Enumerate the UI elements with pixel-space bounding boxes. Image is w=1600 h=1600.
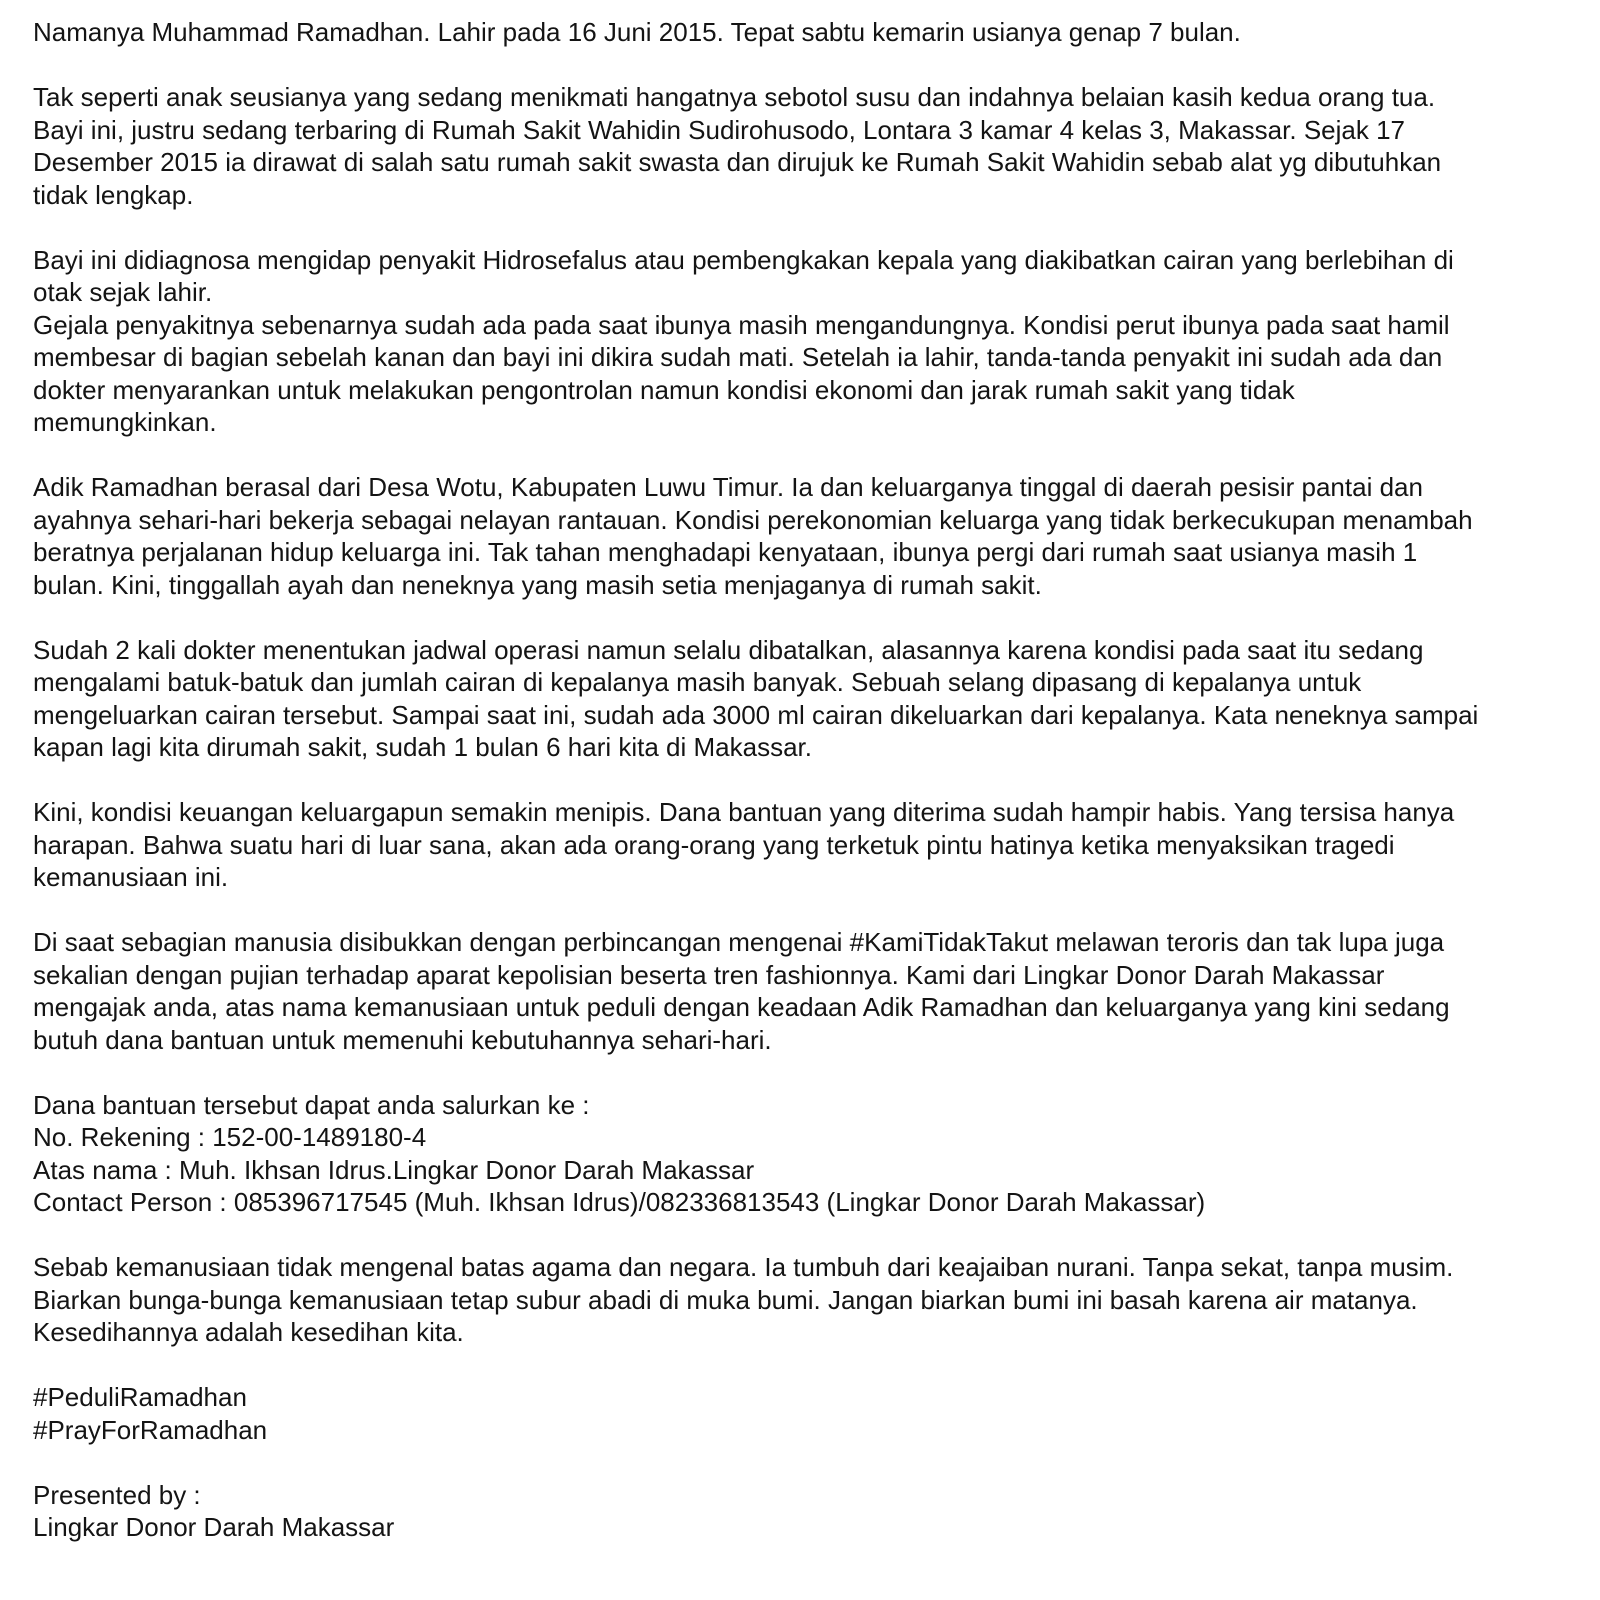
text-line: Kini, kondisi keuangan keluargapun semakin menipis. Dana bantuan yang diterima sudah hampir habis. Yang tersisa hanya	[33, 797, 1455, 827]
paragraph-hospital	[33, 81, 1578, 211]
text-line: Adik Ramadhan berasal dari Desa Wotu, Kabupaten Luwu Timur. Ia dan keluarganya tinggal di daerah pesisir pantai dan	[33, 472, 1423, 502]
text-line: Desember 2015 ia dirawat di salah satu rumah sakit swasta dan dirujuk ke Rumah Sakit Wahidin sebab alat yg dibutuhkan	[33, 147, 1442, 177]
text-line: Biarkan bunga-bunga kemanusiaan tetap subur abadi di muka bumi. Jangan biarkan bumi ini basah karena air matanya.	[33, 1284, 1418, 1315]
account-name: Atas nama : Muh. Ikhsan Idrus.Lingkar Donor Darah Makassar	[33, 1154, 755, 1185]
organization-name: Lingkar Donor Darah Makassar	[33, 1512, 395, 1542]
text-line: Tak seperti anak seusianya yang sedang menikmati hangatnya sebotol susu dan indahnya belaian kasih kedua orang tua.	[33, 82, 1436, 112]
presented-by-label: Presented by :	[33, 1479, 201, 1510]
text-line: kemanusiaan ini.	[33, 862, 229, 892]
text-line: butuh dana bantuan untuk memenuhi kebutuhannya sehari-hari.	[33, 1024, 772, 1055]
paragraph-appeal	[33, 926, 1578, 1056]
text-line: Kesedihannya adalah kesedihan kita.	[33, 1317, 464, 1347]
text-line: Gejala penyakitnya sebenarnya sudah ada pada saat ibunya masih mengandungnya. Kondisi perut ibunya pada saat hamil	[33, 309, 1450, 340]
text-line: mengalami batuk-batuk dan jumlah cairan di kepalanya masih banyak. Sebuah selang dipasang di kepalanya untuk	[33, 667, 1362, 697]
text-line: tidak lengkap.	[33, 179, 194, 210]
text-line: dokter menyarankan untuk melakukan pengontrolan namun kondisi ekonomi dan jarak rumah sakit yang tidak	[33, 374, 1295, 405]
paragraph-operation	[33, 634, 1578, 764]
paragraph-signature	[33, 1479, 1578, 1544]
donation-intro: Dana bantuan tersebut dapat anda salurkan ke :	[33, 1089, 590, 1120]
text-line: sekalian dengan pujian terhadap aparat kepolisian beserta tren fashionnya. Kami dari Lingkar Donor Darah Makassar	[33, 959, 1385, 990]
contact-person: Contact Person : 085396717545 (Muh. Ikhsan Idrus)/082336813543 (Lingkar Donor Darah Makassar)	[33, 1187, 1206, 1217]
text-line: membesar di bagian sebelah kanan dan bayi ini dikira sudah mati. Setelah ia lahir, tanda-tanda penyakit ini sudah ada dan	[33, 342, 1443, 372]
text-line: beratnya perjalanan hidup keluarga ini. Tak tahan menghadapi kenyataan, ibunya pergi dari rumah saat usianya masih 1	[33, 537, 1418, 567]
text-line: ayahnya sehari-hari bekerja sebagai nelayan rantauan. Kondisi perekonomian keluarga yang tidak berkecukupan menambah	[33, 504, 1473, 535]
text-line: bulan. Kini, tinggallah ayah dan neneknya yang masih setia menjaganya di rumah sakit.	[33, 569, 1042, 600]
text-line: kapan lagi kita dirumah sakit, sudah 1 bulan 6 hari kita di Makassar.	[33, 732, 812, 762]
paragraph-intro	[33, 16, 1578, 49]
paragraph-finances	[33, 796, 1578, 894]
paragraph-closing	[33, 1251, 1578, 1349]
text-line: Namanya Muhammad Ramadhan. Lahir pada 16 Juni 2015. Tepat sabtu kemarin usianya genap 7 bulan.	[33, 17, 1241, 47]
text-line: Bayi ini didiagnosa mengidap penyakit Hidrosefalus atau pembengkakan kepala yang diakibatkan cairan yang berlebihan di	[33, 244, 1454, 275]
paragraph-family	[33, 471, 1578, 601]
text-line: otak sejak lahir.	[33, 277, 213, 307]
text-line: Bayi ini, justru sedang terbaring di Rumah Sakit Wahidin Sudirohusodo, Lontara 3 kamar 4 kelas 3, Makassar. Sejak 17	[33, 114, 1405, 145]
text-line: mengajak anda, atas nama kemanusiaan untuk peduli dengan keadaan Adik Ramadhan dan keluarganya yang kini sedang	[33, 992, 1450, 1022]
document-body	[33, 16, 1578, 1544]
hashtag: #PeduliRamadhan	[33, 1382, 247, 1412]
text-line: memungkinkan.	[33, 407, 217, 437]
text-line: mengeluarkan cairan tersebut. Sampai saat ini, sudah ada 3000 ml cairan dikeluarkan dari kepalanya. Kata neneknya sampai	[33, 699, 1479, 730]
account-number: No. Rekening : 152-00-1489180-4	[33, 1122, 427, 1152]
text-line: harapan. Bahwa suatu hari di luar sana, akan ada orang-orang yang terketuk pintu hatinya ketika menyaksikan tragedi	[33, 829, 1395, 860]
paragraph-diagnosis	[33, 244, 1578, 439]
text-line: Sudah 2 kali dokter menentukan jadwal operasi namun selalu dibatalkan, alasannya karena kondisi pada saat itu sedang	[33, 634, 1424, 665]
paragraph-hashtags	[33, 1381, 1578, 1446]
text-line: Sebab kemanusiaan tidak mengenal batas agama dan negara. Ia tumbuh dari keajaiban nurani. Tanpa sekat, tanpa musim.	[33, 1252, 1454, 1282]
paragraph-donation-info	[33, 1089, 1578, 1219]
text-line: Di saat sebagian manusia disibukkan dengan perbincangan mengenai #KamiTidakTakut melawan teroris dan tak lupa juga	[33, 927, 1445, 957]
hashtag: #PrayForRamadhan	[33, 1414, 268, 1445]
